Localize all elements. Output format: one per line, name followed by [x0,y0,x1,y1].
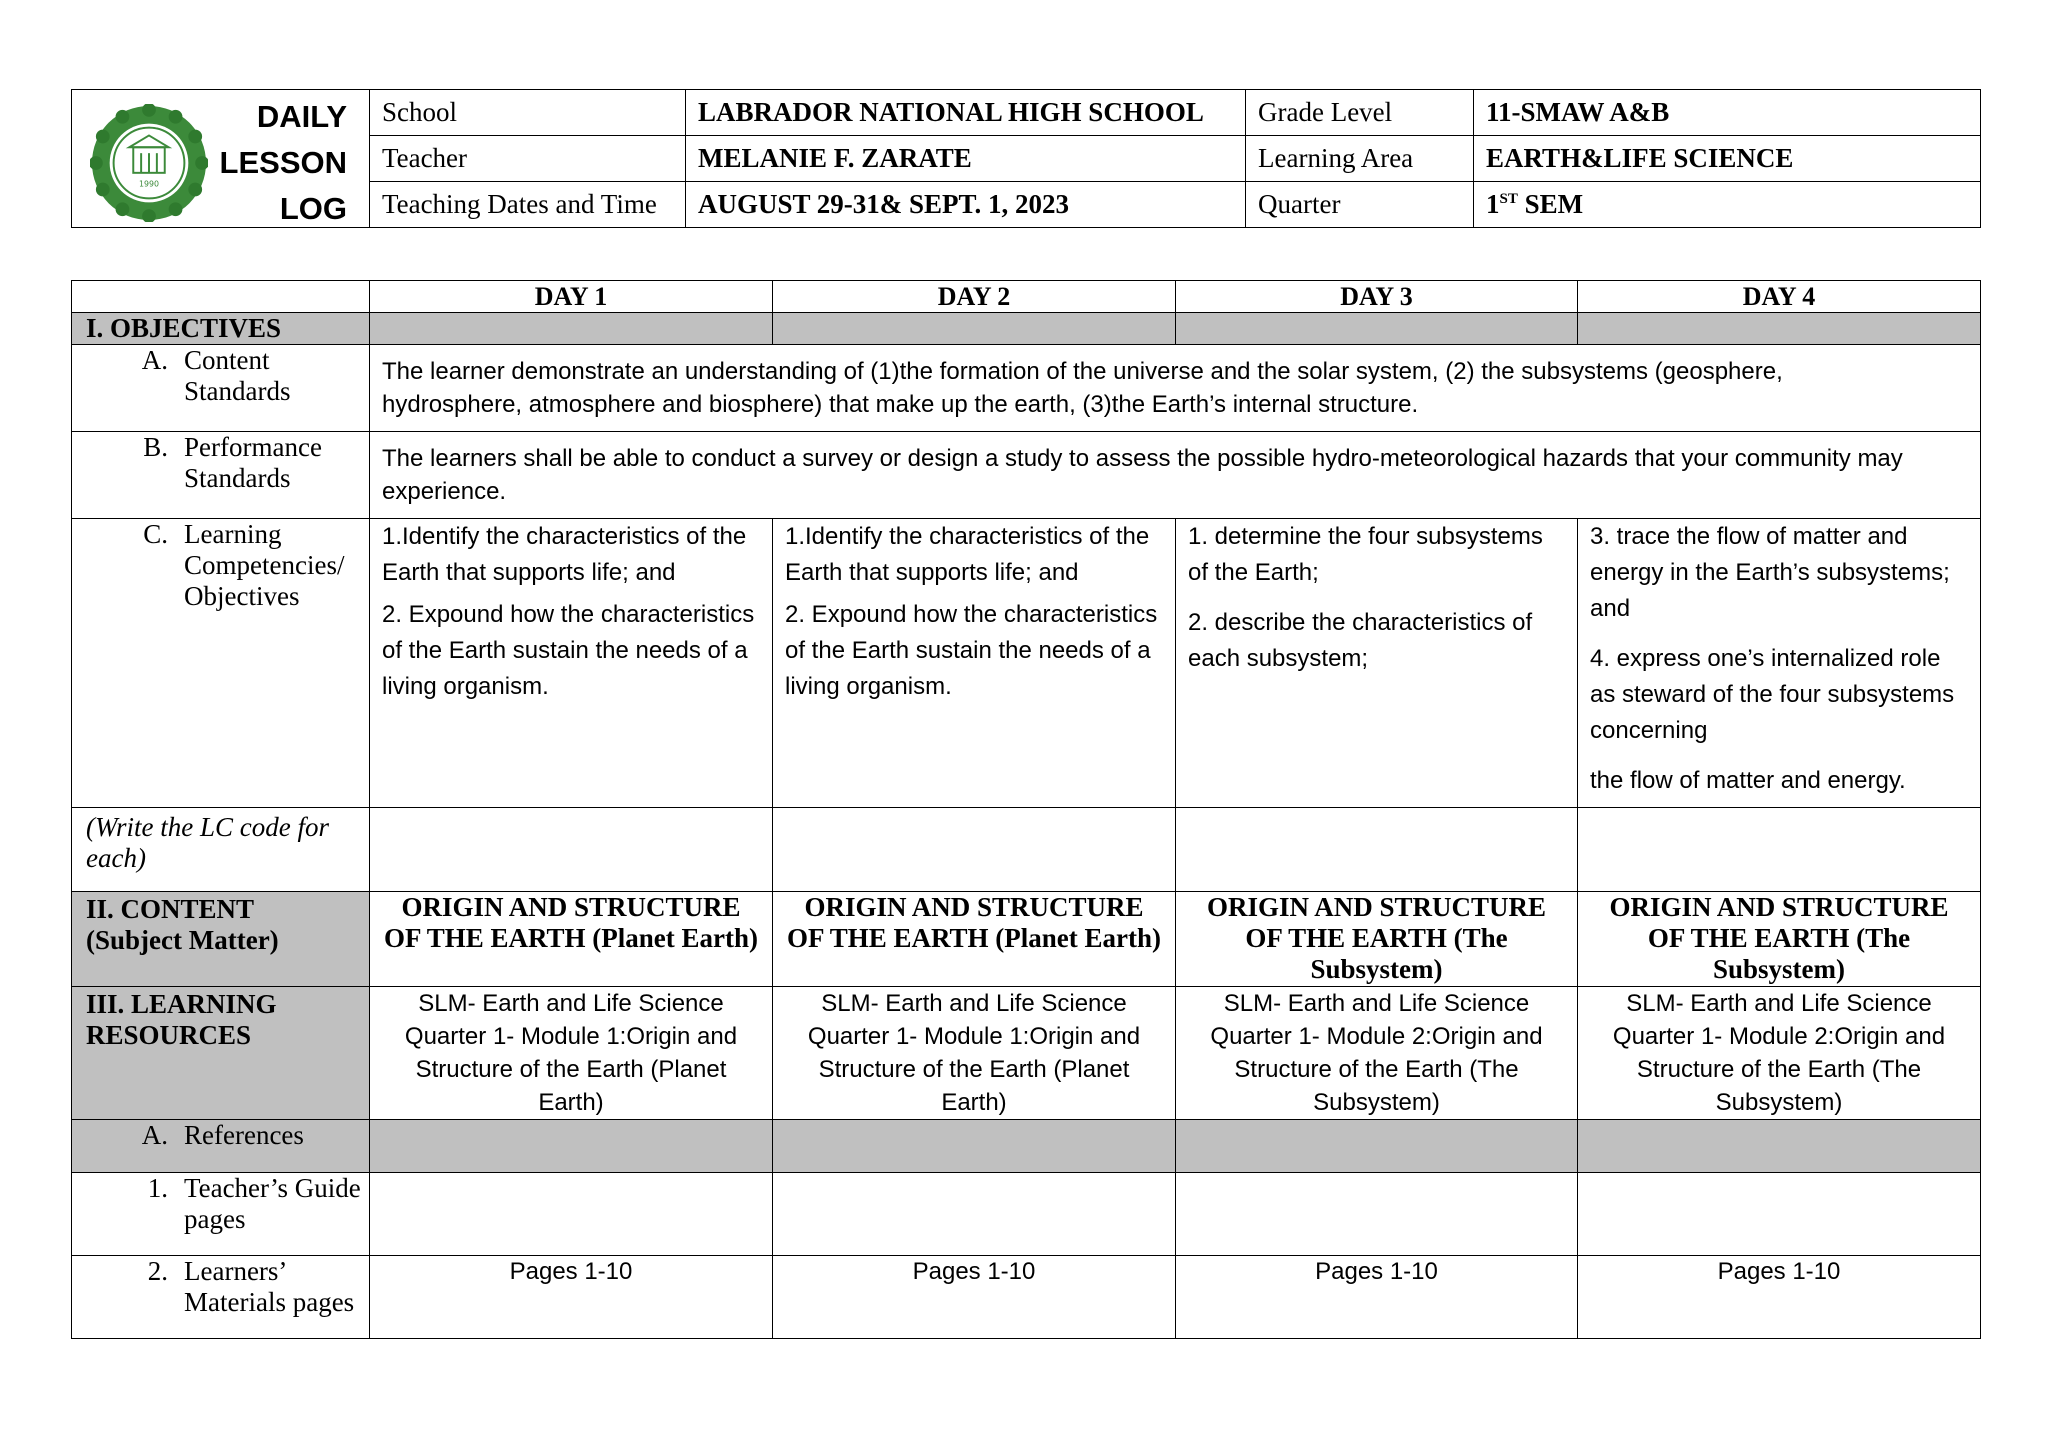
learners-materials-row [72,1256,1981,1339]
blank-corner-cell [72,281,370,313]
resources-day-3: SLM- Earth and Life Science Quarter 1- Module 2:Origin and Structure of the Earth (The Subsystem) [1176,987,1578,1120]
grade-level-label: Grade Level [1246,90,1474,136]
learning-area-value: EARTH&LIFE SCIENCE [1474,136,1981,182]
content-day-1: ORIGIN AND STRUCTURE OF THE EARTH (Planet Earth) [370,892,773,987]
references-label: A. References [72,1120,370,1173]
learners-materials-day-4: Pages 1-10 [1578,1256,1981,1339]
day-header-row [72,281,1981,313]
lc-code-day-3 [1176,808,1578,892]
teacher-label: Teacher [370,136,686,182]
resources-row [72,987,1981,1120]
teachers-guide-day-2 [773,1173,1176,1256]
day-4-header: DAY 4 [1578,281,1981,313]
learning-area-label: Learning Area [1246,136,1474,182]
day-2-header: DAY 2 [773,281,1176,313]
learners-materials-day-2: Pages 1-10 [773,1256,1176,1339]
school-seal-icon [90,104,208,222]
gray-cell [370,1120,773,1173]
day-3-header: DAY 3 [1176,281,1578,313]
gray-cell [370,313,773,345]
day-1-competencies: 1.Identify the characteristics of the Earth that supports life; and 2. Expound how the characteristics of the Earth sustain the needs of a living organism. [370,519,773,808]
resources-day-4: SLM- Earth and Life Science Quarter 1- Module 2:Origin and Structure of the Earth (The Subsystem) [1578,987,1981,1120]
references-row [72,1120,1981,1173]
logo-title-cell [72,90,370,228]
content-heading: II. CONTENT (Subject Matter) [72,892,370,987]
performance-standards-text: The learners shall be able to conduct a survey or design a study to assess the possible hydro-meteorological hazards that your community may experience. [370,432,1981,519]
resources-day-2: SLM- Earth and Life Science Quarter 1- Module 1:Origin and Structure of the Earth (Planet Earth) [773,987,1176,1120]
content-day-4: ORIGIN AND STRUCTURE OF THE EARTH (The Subsystem) [1578,892,1981,987]
gray-cell [1176,1120,1578,1173]
teachers-guide-day-4 [1578,1173,1981,1256]
learners-materials-day-1: Pages 1-10 [370,1256,773,1339]
content-standards-text: The learner demonstrate an understanding of (1)the formation of the universe and the solar system, (2) the subsystems (geosphere, hydrosphere, atmosphere and biosphere) that make up the earth, (3)the Earth’s internal structure. [370,345,1981,432]
resources-heading: III. LEARNING RESOURCES [72,987,370,1120]
content-standards-label: A. Content Standards [72,345,370,432]
teachers-guide-row [72,1173,1981,1256]
performance-standards-row [72,432,1981,519]
objectives-row [72,313,1981,345]
lc-code-day-4 [1578,808,1981,892]
lesson-table [71,280,1981,1339]
content-row [72,892,1981,987]
day-3-competencies: 1. determine the four subsystems of the Earth; 2. describe the characteristics of each subsystem; [1176,519,1578,808]
lc-code-row [72,808,1981,892]
teachers-guide-day-1 [370,1173,773,1256]
daily-lesson-log-title: DAILY LESSON LOG [219,99,347,226]
gray-cell [1578,1120,1981,1173]
gray-cell [773,313,1176,345]
teaching-dates-label: Teaching Dates and Time [370,182,686,228]
learning-competencies-label: C. Learning Competencies/ Objectives [72,519,370,808]
quarter-value: 1ST SEM [1474,182,1981,228]
teacher-value: MELANIE F. ZARATE [686,136,1246,182]
school-label: School [370,90,686,136]
lc-code-day-2 [773,808,1176,892]
learning-competencies-row [72,519,1981,808]
content-day-2: ORIGIN AND STRUCTURE OF THE EARTH (Planet Earth) [773,892,1176,987]
day-2-competencies: 1.Identify the characteristics of the Earth that supports life; and 2. Expound how the characteristics of the Earth sustain the needs of a living organism. [773,519,1176,808]
content-standards-row [72,345,1981,432]
teachers-guide-label: 1. Teacher’s Guide pages [72,1173,370,1256]
day-1-header: DAY 1 [370,281,773,313]
teaching-dates-value: AUGUST 29-31& SEPT. 1, 2023 [686,182,1246,228]
resources-day-1: SLM- Earth and Life Science Quarter 1- Module 1:Origin and Structure of the Earth (Planet Earth) [370,987,773,1120]
quarter-label: Quarter [1246,182,1474,228]
performance-standards-label: B. Performance Standards [72,432,370,519]
learners-materials-day-3: Pages 1-10 [1176,1256,1578,1339]
lc-code-day-1 [370,808,773,892]
svg-text:1990: 1990 [138,179,160,189]
gray-cell [1176,313,1578,345]
lc-code-label: (Write the LC code for each) [72,808,370,892]
header-table [71,89,1981,228]
teachers-guide-day-3 [1176,1173,1578,1256]
gray-cell [773,1120,1176,1173]
school-value: LABRADOR NATIONAL HIGH SCHOOL [686,90,1246,136]
content-day-3: ORIGIN AND STRUCTURE OF THE EARTH (The Subsystem) [1176,892,1578,987]
day-4-competencies: 3. trace the flow of matter and energy in the Earth’s subsystems; and 4. express one’s internalized role as steward of the four subsystems concerning the flow of matter and energy. [1578,519,1981,808]
objectives-heading: I. OBJECTIVES [72,313,370,345]
learners-materials-label: 2. Learners’ Materials pages [72,1256,370,1339]
gray-cell [1578,313,1981,345]
grade-level-value: 11-SMAW A&B [1474,90,1981,136]
